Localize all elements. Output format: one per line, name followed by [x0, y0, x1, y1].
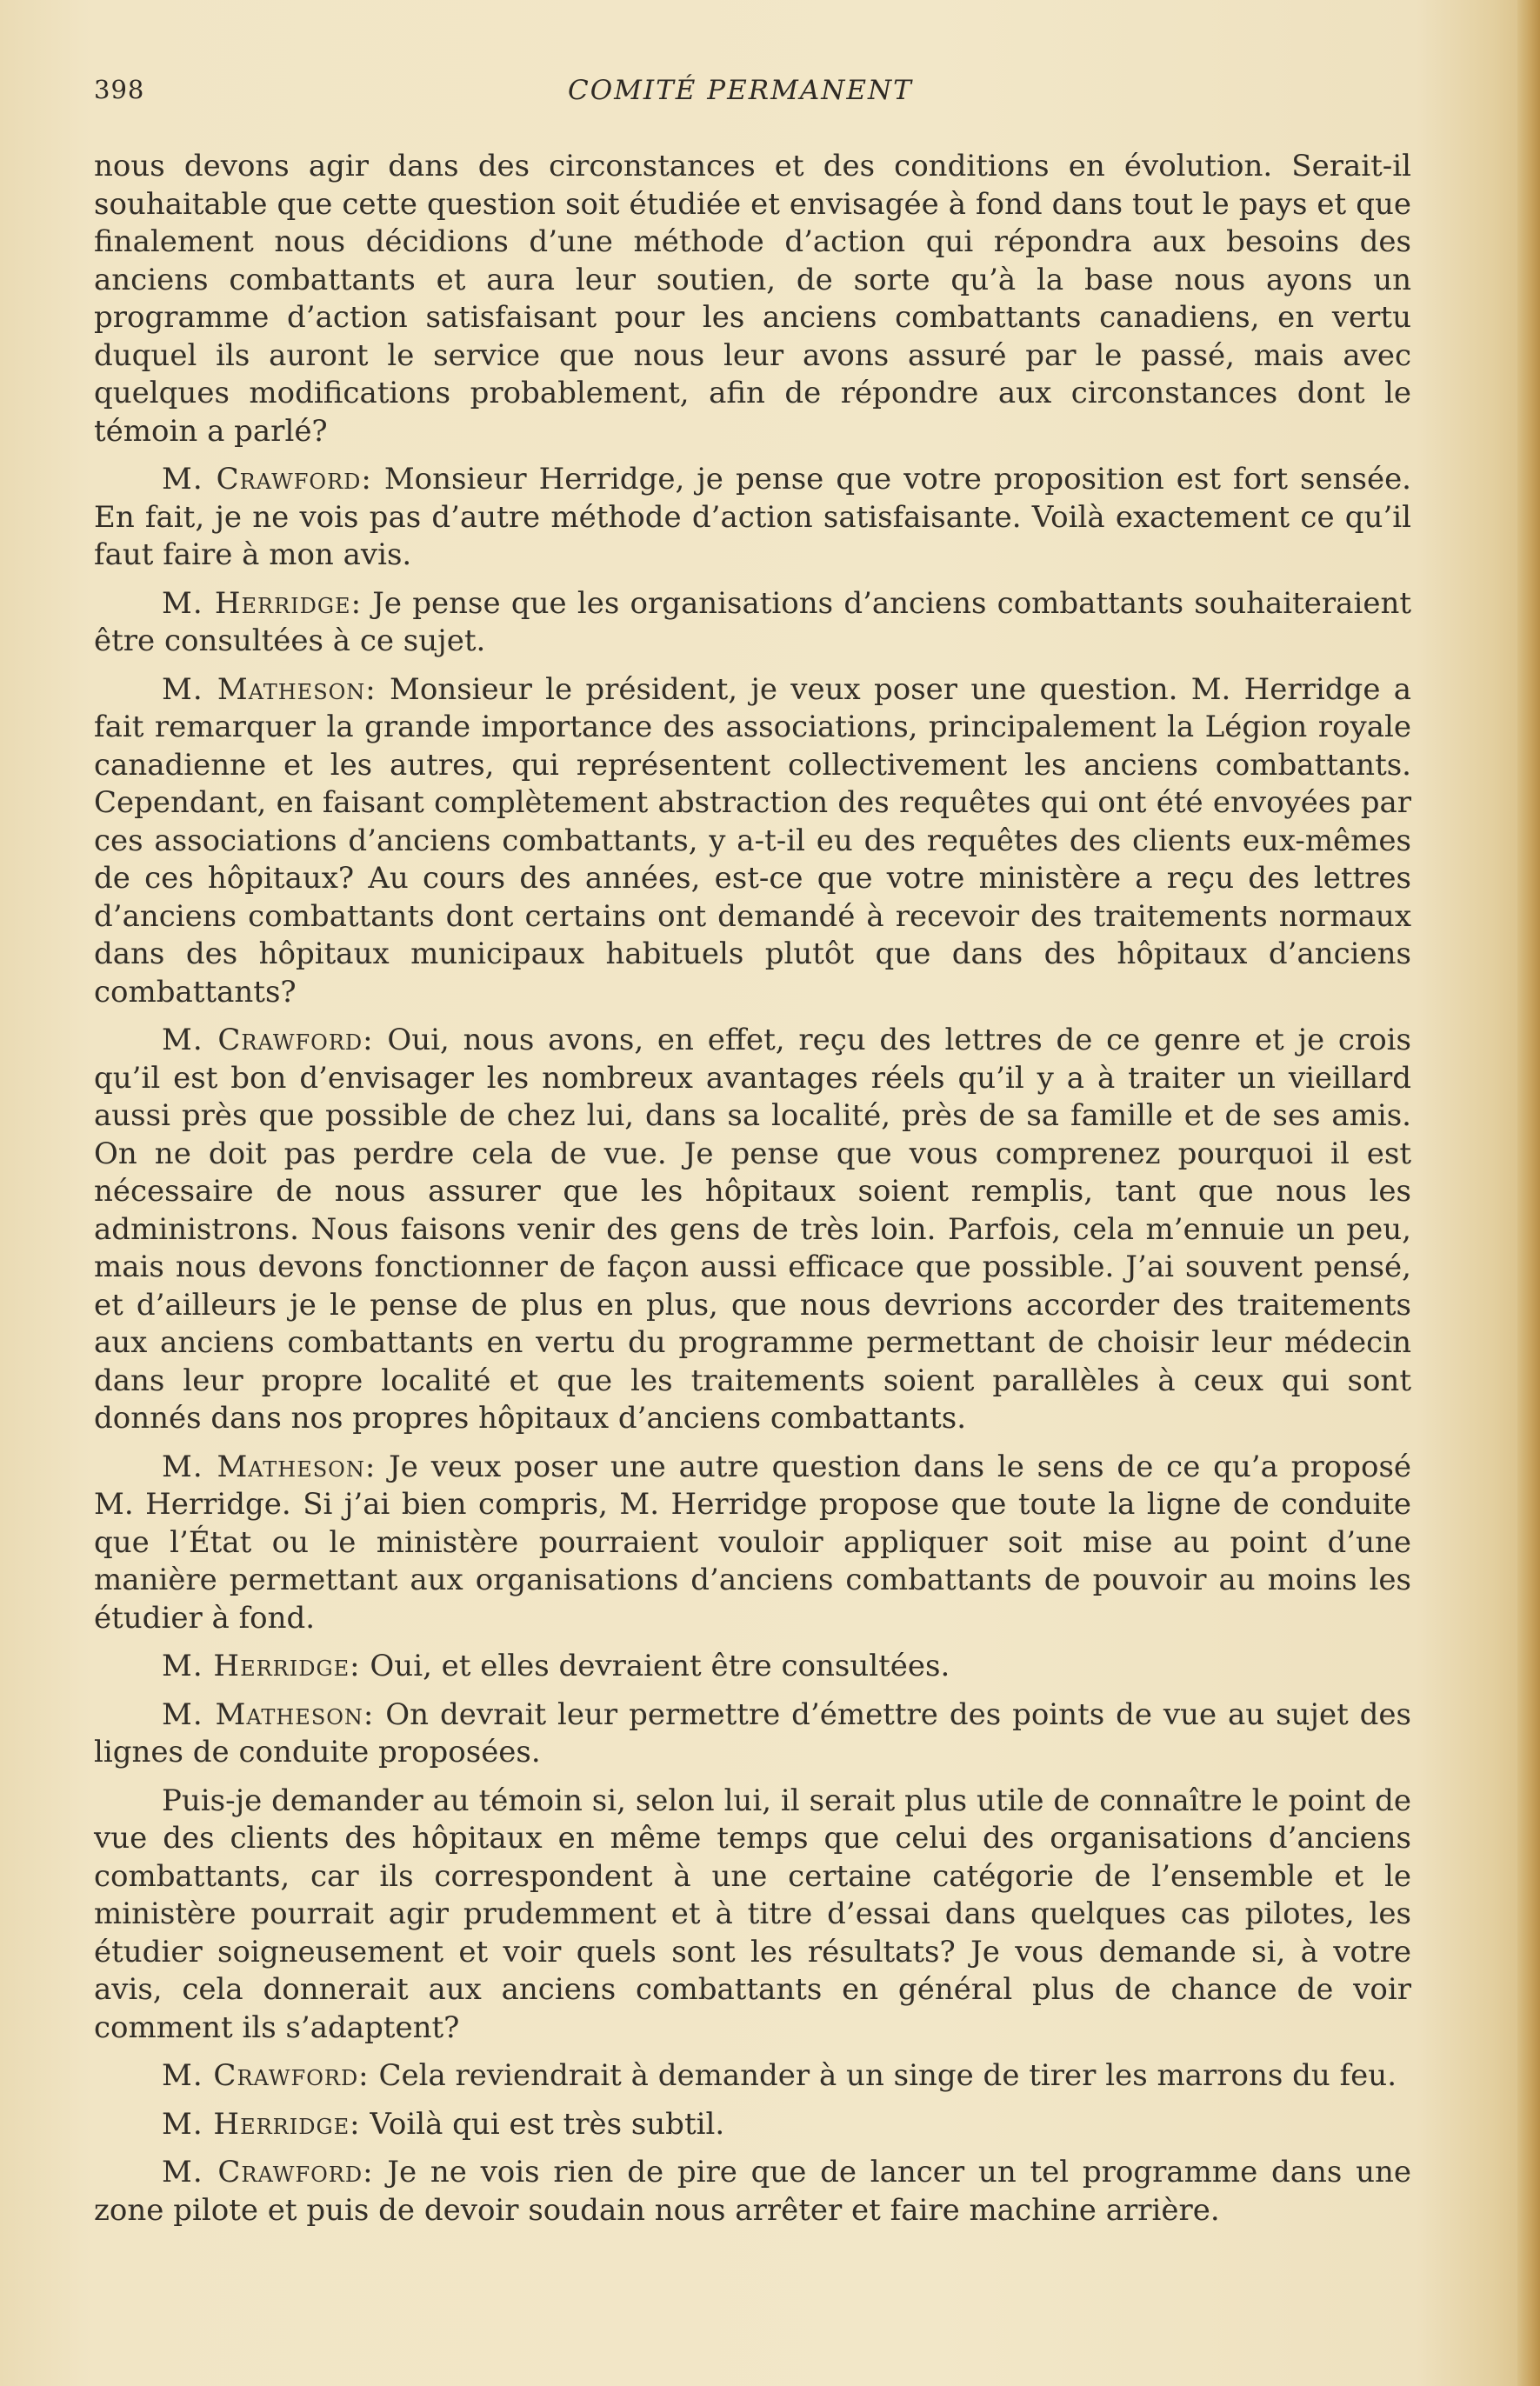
paragraph-5 — [94, 1022, 1411, 1438]
paragraph-8 — [94, 1696, 1411, 1772]
paragraph-text: nous devons agir dans des circonstances et des conditions en évolution. Serait-il souhaitable que cette question soit étudiée et envisagée à fond dans tout le pays et que finalement nous décidions d’une méthode d’action qui répondra aux besoins des anciens combattants et aura leur soutien, de sorte qu’à la base nous ayons un programme d’action satisfaisant pour les anciens combattants canadiens, en vertu duquel ils auront le service que nous leur avons assuré par le passé, mais avec quelques modifications probablement, afin de répondre aux circonstances dont le témoin a parlé? — [94, 149, 1411, 449]
speaker-label: M. Crawford: — [162, 1023, 374, 1057]
speaker-label: M. Crawford: — [162, 2155, 374, 2189]
paragraph-text: Voilà qui est très subtil. — [370, 2106, 725, 2142]
paragraph-text: Oui, nous avons, en effet, reçu des lettres de ce genre et je crois qu’il est bon d’envisager les nombreux avantages réels qu’il y a à traiter un vieillard aussi près que possible de chez lui, dans sa localité, près de sa famille et de ses amis. On ne doit pas perdre cela de vue. Je pense que vous comprenez pourquoi il est nécessaire de nous assurer que les hôpitaux soient remplis, tant que nous les administrons. Nous faisons venir des gens de très loin. Parfois, cela m’ennuie un peu, mais nous devons fonctionner de façon aussi efficace que possible. J’ai souvent pensé, et d’ailleurs je le pense de plus en plus, que nous devrions accorder des traitements aux anciens combattants en vertu du programme permettant de choisir leur médecin dans leur propre localité et que les traitements soient parallèles à ceux qui sont donnés dans nos propres hôpitaux d’anciens combattants. — [94, 1023, 1412, 1436]
speaker-label: M. Matheson: — [162, 1696, 375, 1732]
running-title: COMITÉ PERMANENT — [568, 75, 913, 106]
paragraph-9 — [94, 1783, 1411, 2048]
paragraph-text: Puis-je demander au témoin si, selon lui, il serait plus utile de connaître le point de vue des clients des hôpitaux en même temps que celui des organisations d’anciens combattants, car ils correspondent à une certaine catégorie de l’ensemble et le ministère pourrait agir prudemment et à titre d’essai dans quelques cas pilotes, les étudier soigneusement et voir quels sont les résultats? Je vous demande si, à votre avis, cela donnerait aux anciens combattants en général plus de chance de voir comment ils s’adaptent? — [94, 1783, 1411, 2045]
body-text — [94, 148, 1411, 2240]
speaker-label: M. Herridge: — [162, 585, 363, 621]
speaker-label: M. Herridge: — [162, 1649, 361, 1683]
paragraph-10 — [94, 2057, 1411, 2096]
speaker-label: M. Crawford: — [162, 462, 372, 497]
paragraph-text: Cela reviendrait à demander à un singe de tirer les marrons du feu. — [378, 2058, 1397, 2093]
paragraph-text: Je pense que les organisations d’anciens combattants souhaiteraient être consultées à ce sujet. — [94, 585, 1412, 658]
page-edge-shadow — [1517, 0, 1540, 2386]
paragraph-text: Monsieur le président, je veux poser une question. M. Herridge a fait remarquer la grande importance des associations, principalement la Légion royale canadienne et les autres, qui représentent collectivement les anciens combattants. Cependant, en faisant complètement abstraction des requêtes qui ont été envoyées par ces associations d’anciens combattants, y a-t-il eu des requêtes des clients eux-mêmes de ces hôpitaux? Au cours des années, est-ce que votre ministère a reçu des lettres d’anciens combattants dont certains ont demandé à recevoir des traitements normaux dans des hôpitaux municipaux habituels plutôt que dans des hôpitaux d’anciens combattants? — [94, 671, 1411, 1010]
paragraph-text: Je veux poser une autre question dans le sens de ce qu’a proposé M. Herridge. Si j’ai bien compris, M. Herridge propose que toute la ligne de conduite que l’État ou le ministère pourraient vouloir appliquer soit mise au point d’une manière permettant aux organisations d’anciens combattants de pouvoir au moins les étudier à fond. — [94, 1449, 1412, 1636]
paragraph-6 — [94, 1449, 1411, 1638]
speaker-label: M. Matheson: — [162, 1449, 377, 1484]
paragraph-7 — [94, 1648, 1411, 1686]
paragraph-text: On devrait leur permettre d’émettre des points de vue au sujet des lignes de conduite proposées. — [94, 1696, 1411, 1770]
paragraph-11 — [94, 2106, 1411, 2144]
speaker-label: M. Herridge: — [162, 2106, 361, 2142]
paragraph-text: Je ne vois rien de pire que de lancer un tel programme dans une zone pilote et puis de devoir soudain nous arrêter et faire machine arrière. — [94, 2155, 1412, 2228]
paragraph-3 — [94, 585, 1411, 661]
speaker-label: M. Matheson: — [162, 671, 377, 707]
paragraph-text: Oui, et elles devraient être consultées. — [370, 1649, 950, 1683]
paragraph-2 — [94, 461, 1411, 575]
page-number: 398 — [94, 75, 145, 104]
paragraph-text: Monsieur Herridge, je pense que votre proposition est fort sensée. En fait, je ne vois pas d’autre méthode d’action satisfaisante. Voilà exactement ce qu’il faut faire à mon avis. — [94, 462, 1411, 572]
paragraph-4 — [94, 671, 1411, 1012]
paragraph-12 — [94, 2154, 1411, 2229]
paragraph-1 — [94, 148, 1411, 450]
page-header — [94, 71, 1416, 123]
speaker-label: M. Crawford: — [162, 2058, 370, 2093]
